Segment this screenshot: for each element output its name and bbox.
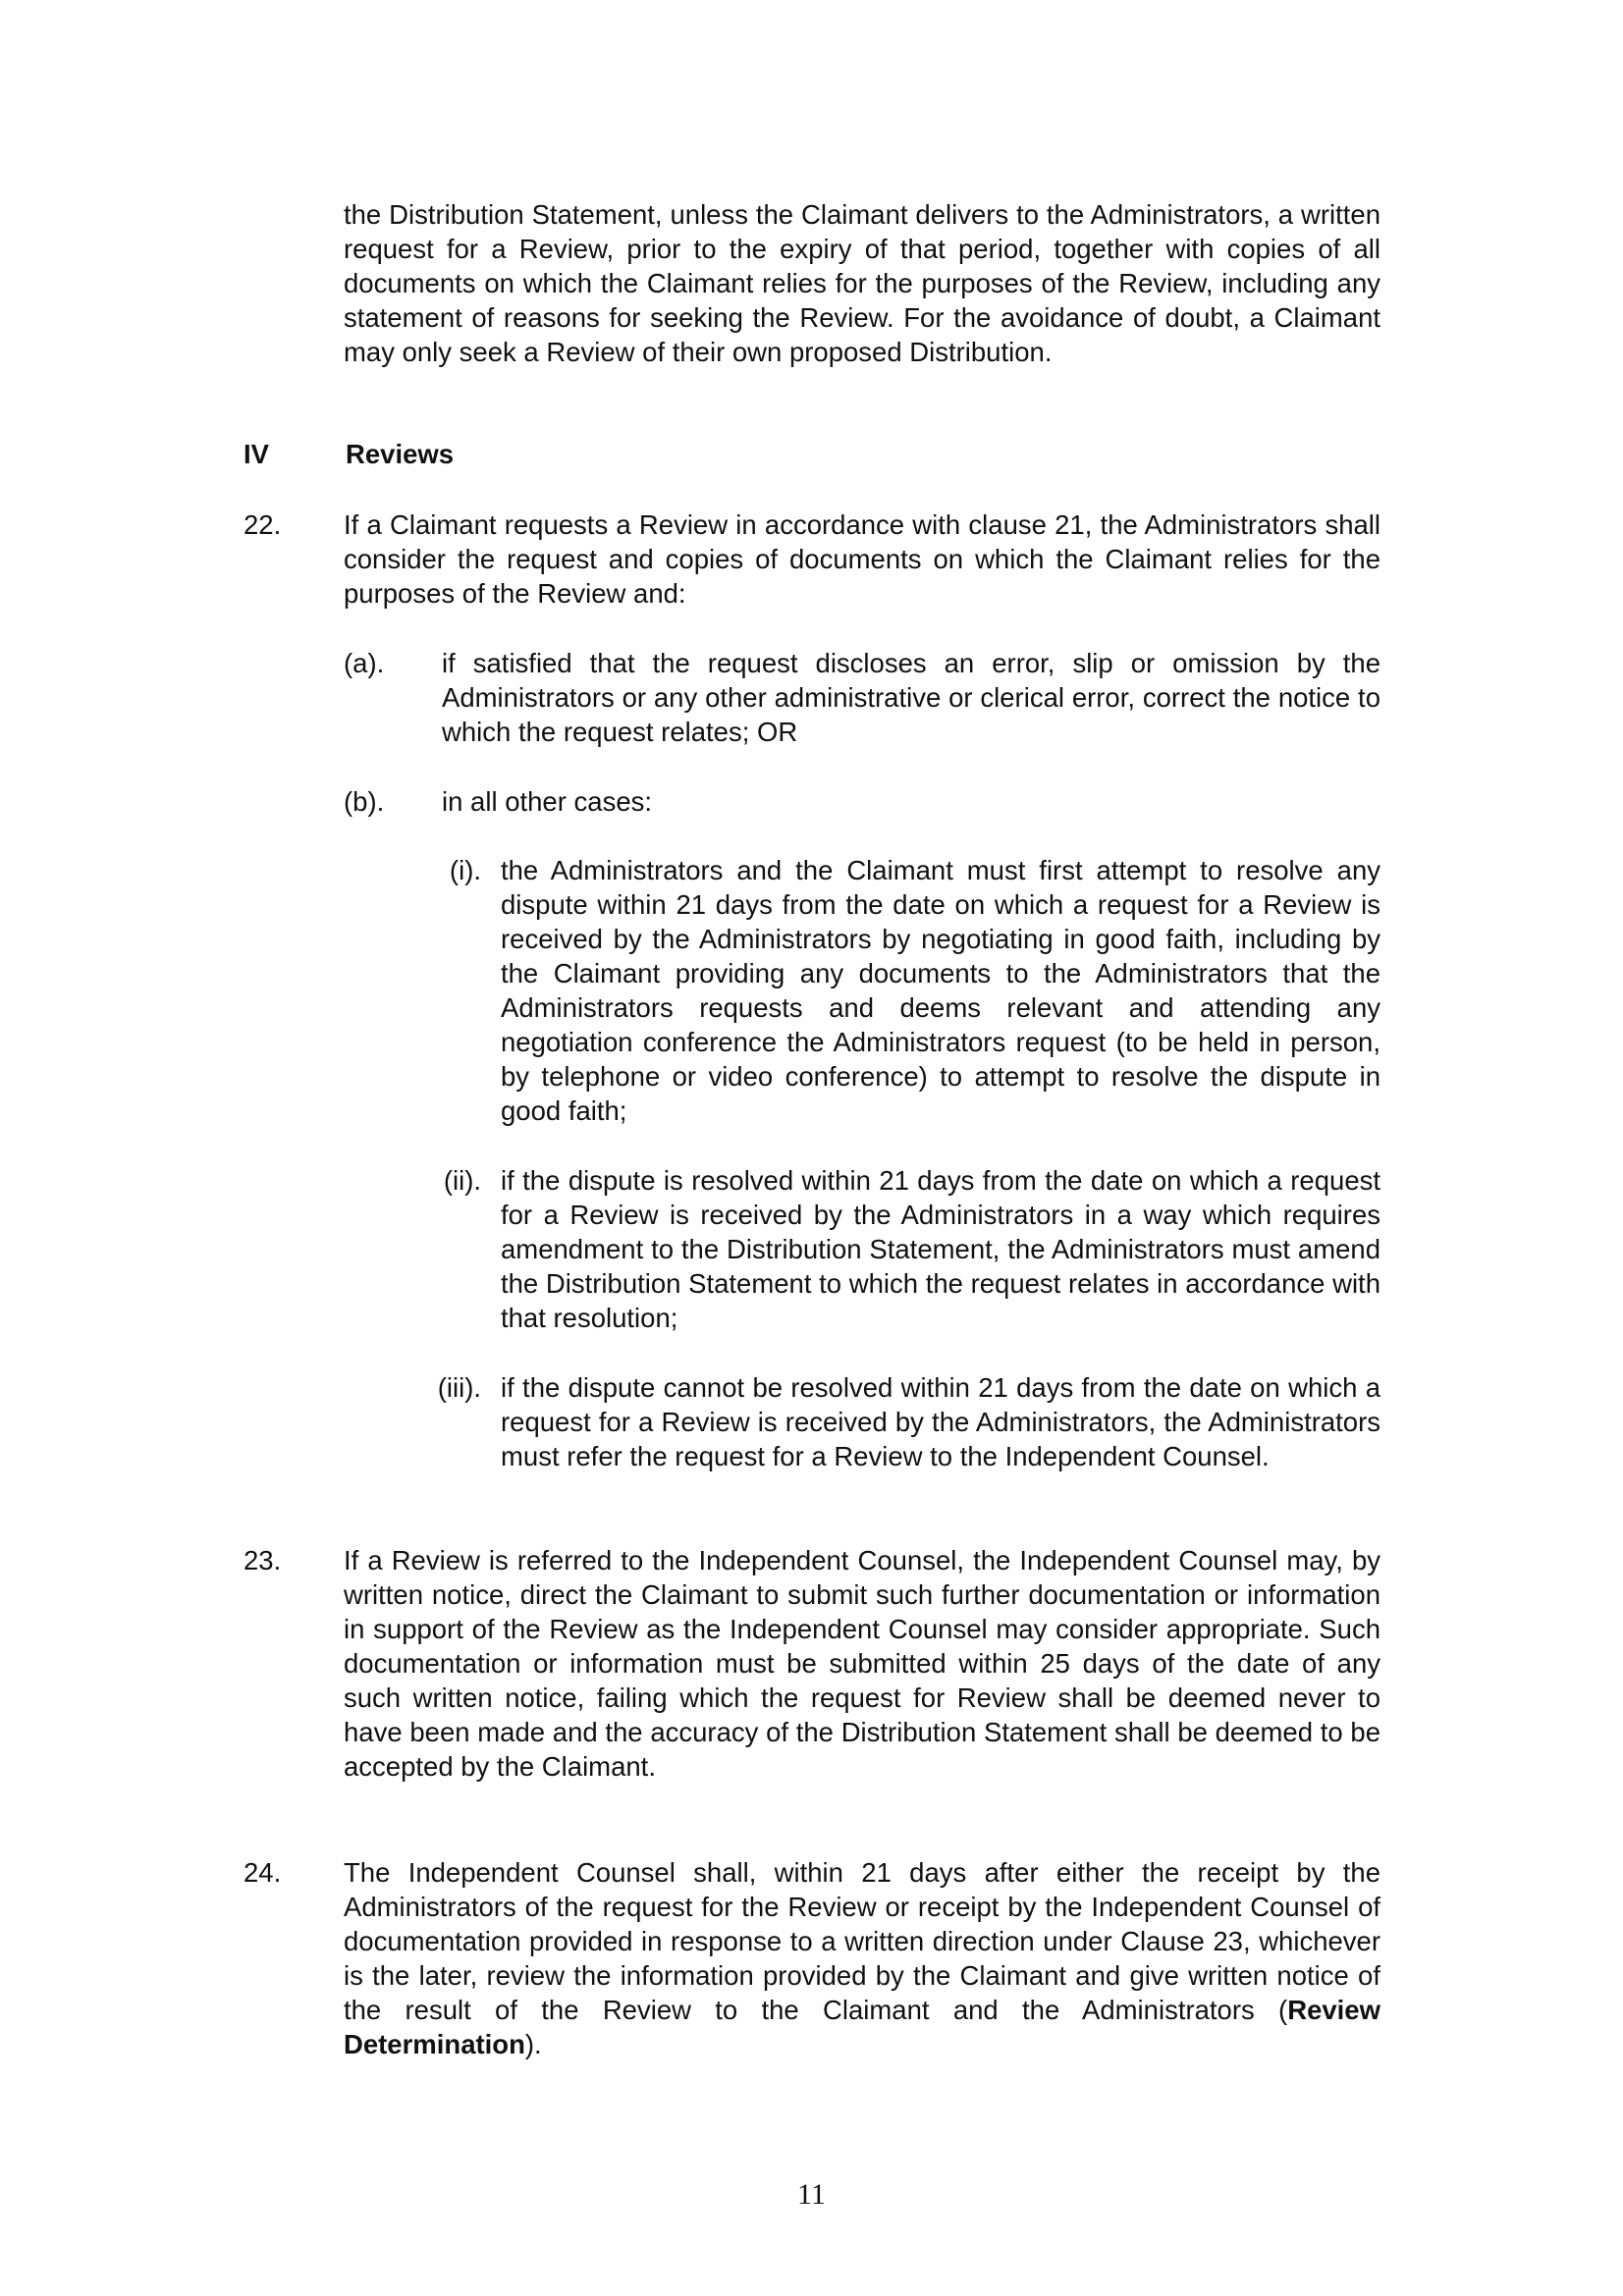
section-number: IV [243,439,269,469]
intro-paragraph: the Distribution Statement, unless the Claimant delivers to the Administrators, a written request for a Review, prior to the expiry of that period, together with copies of all documents on which the Claimant relies for the purposes of the Review, including any statement of reasons for seeking the Review. For the avoidance of doubt, a Claimant may only seek a Review of their own proposed Distribution. [344,199,1380,367]
clause-22-a-text: if satisfied that the request discloses an error, slip or omission by the Administrators or any other administrative or clerical error, correct the notice to which the request relates; OR [442,648,1380,747]
clause-22-number: 22. [243,509,282,540]
clause-22-text: If a Claimant requests a Review in accordance with clause 21, the Administrators shall consider the request and copies of documents on which the Claimant relies for the purposes of the Review and: [344,509,1380,609]
clause-22-b-ii-text: if the dispute is resolved within 21 days from the date on which a request for a Review is received by the Administrators in a way which requires amendment to the Distribution Statement, the Administrators must amend the Distribution Statement to which the request relates in accordance with that resolution; [501,1165,1380,1333]
clause-23-number: 23. [243,1545,282,1575]
clause-22-b-label: (b). [344,786,385,817]
page-number: 11 [797,2178,826,2211]
clause-24-text-after: ). [524,2029,542,2059]
clause-23-text: If a Review is referred to the Independent Counsel, the Independent Counsel may, by written notice, direct the Claimant to submit such further documentation or information in support of the Review as the Independent Counsel may consider appropriate. Such documentation or information must be submitted within 25 days of the date of any such written notice, failing which the request for Review shall be deemed never to have been made and the accuracy of the Distribution Statement shall be deemed to be accepted by the Claimant. [344,1545,1380,1782]
clause-22-b-iii-label: (iii). [437,1372,481,1403]
clause-22-b-i-text: the Administrators and the Claimant must first attempt to resolve any dispute within 21 days from the date on which a request for a Review is received by the Administrators by negotiating in good faith, including by the Claimant providing any documents to the Administrators that the Administrators requests and deems relevant and attending any negotiation conference the Administrators request (to be held in person, by telephone or video conference) to attempt to resolve the dispute in good faith; [501,855,1380,1126]
clause-22-a-label: (a). [344,648,385,678]
clause-22-b-iii-text: if the dispute cannot be resolved within 21 days from the date on which a request for a Review is received by the Administrators, the Administrators must refer the request for a Review to the Independent Counsel. [501,1372,1380,1471]
clause-24-text-before: The Independent Counsel shall, within 21 days after either the receipt by the Administrators of the request for the Review or receipt by the Independent Counsel of documentation provided in response to a written direction under Clause 23, whichever is the later, review the information provided by the Claimant and give written notice of the result of the Review to the Claimant and the Administrators ( [344,1857,1380,2025]
clause-24-text [344,1855,1380,2061]
clause-22-b-text: in all other cases: [442,786,652,817]
clause-22-b-i-label: (i). [449,855,481,885]
clause-24-number: 24. [243,1857,282,1888]
section-title: Reviews [346,439,455,469]
clause-22-b-ii-label: (ii). [443,1165,481,1196]
clause-24-defined-term: Review Determination [344,1995,1380,2059]
